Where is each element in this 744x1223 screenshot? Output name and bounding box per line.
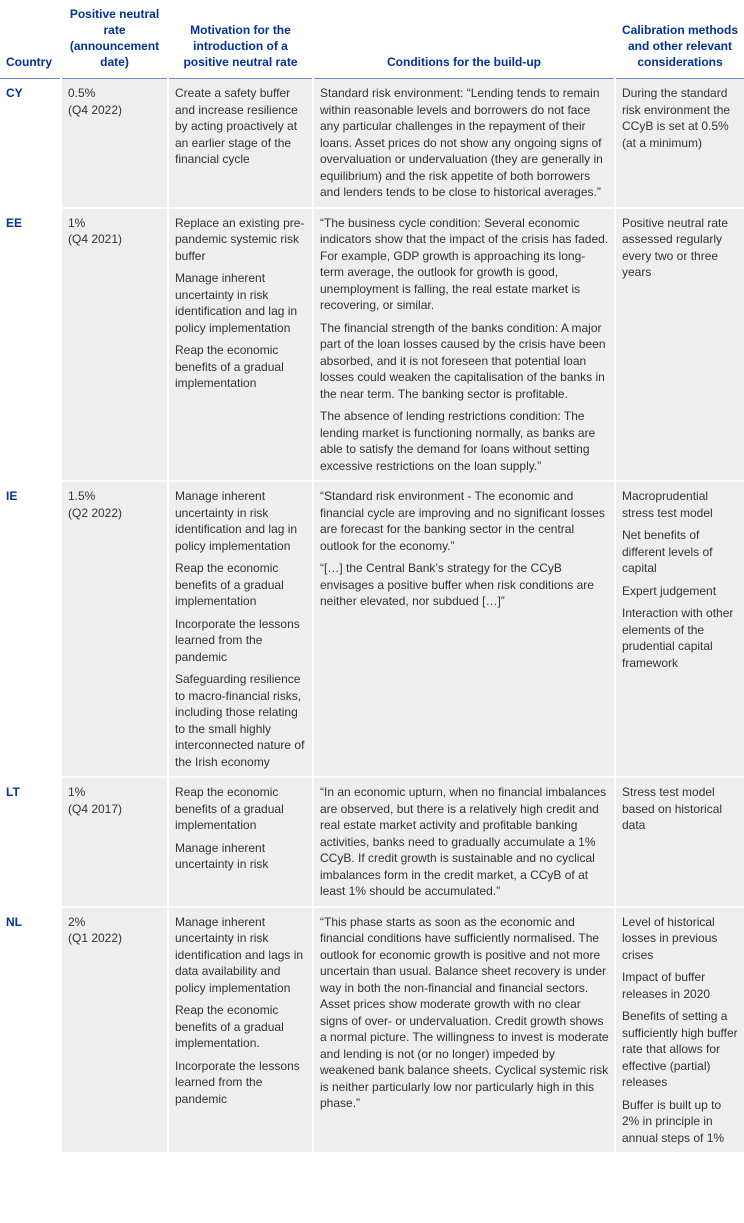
calibration-item: Impact of buffer releases in 2020 [622, 970, 711, 1001]
calibration-item: Stress test model based on historical data [622, 785, 723, 832]
motivation-item: Manage inherent uncertainty in risk [175, 840, 269, 871]
calibration-item: Net benefits of different levels of capital [622, 528, 713, 575]
calibration-item: Positive neutral rate assessed regularly every two or three years [622, 215, 729, 279]
calibration-item: Benefits of setting a sufficiently high buffer rate that allows for effective (partial) releases [622, 1009, 738, 1089]
rate-value: 0.5% [68, 86, 96, 100]
motivation-item: Manage inherent uncertainty in risk identification and lag in policy implementation [175, 489, 298, 553]
condition-paragraph: The absence of lending restrictions condition: The lending market is functioning normally, as banks are able to satisfy the demand for loans without setting excessive restrictions on the loan supply.” [320, 409, 596, 473]
table-row [0, 208, 744, 482]
announcement-date: (Q4 2021) [68, 232, 123, 246]
motivation-item: Incorporate the lessons learned from the pandemic [175, 1058, 300, 1106]
condition-paragraph: “In an economic upturn, when no financial imbalances are observed, but there is a relatively high credit and real estate market activity and profitable banking activities, banks need to gradually accumulate a 1% CCyB. If credit growth is sustainable and no cyclical imbalances form in the credit market, a CCyB of at least 1% should be accumulated.” [320, 785, 607, 898]
motivation-cell [168, 777, 313, 907]
table-row [0, 79, 744, 208]
rate-cell [61, 481, 168, 777]
country-code: LT [6, 785, 20, 799]
country-cell [0, 79, 61, 208]
table-row [0, 777, 744, 907]
condition-paragraph: Standard risk environment: “Lending tends to remain within reasonable levels and borrowers do not face any particular challenges in the repayment of their loans. Asset prices do not show any ongoing signs of overvaluation or undervaluation (they are generally in equilibrium) and the risk appetite of both borrowers and lenders tends to be close to historical averages.” [320, 86, 603, 199]
calibration-cell [615, 79, 744, 208]
announcement-date: (Q4 2022) [68, 102, 123, 117]
calibration-item: Interaction with other elements of the prudential capital framework [622, 606, 734, 670]
calibration-cell [615, 907, 744, 1154]
country-code: IE [6, 489, 18, 503]
conditions-cell [313, 907, 615, 1154]
announcement-date: (Q2 2022) [68, 505, 123, 520]
country-cell [0, 481, 61, 777]
motivation-item: Reap the economic benefits of a gradual implementation [175, 343, 284, 390]
motivation-item: Reap the economic benefits of a gradual implementation. [175, 1003, 284, 1050]
country-code: NL [6, 914, 22, 929]
condition-paragraph: “Standard risk environment - The economic and financial cycle are improving and no significant losses are forecast for the banking sector in the central outlook for the economy.” [320, 489, 605, 553]
calibration-item: During the standard risk environment the CCyB is set at 0.5% (at a minimum) [622, 86, 731, 150]
conditions-cell [313, 208, 615, 482]
calibration-item: Macroprudential stress test model [622, 489, 713, 520]
country-cell [0, 208, 61, 482]
motivation-item: Create a safety buffer and increase resilience by acting proactively at an earlier stage of the financial cycle [175, 86, 298, 166]
rate-value: 1% [68, 785, 86, 799]
table-body [0, 79, 744, 1154]
motivation-item: Replace an existing pre-pandemic systemic risk buffer [175, 215, 305, 263]
country-cell [0, 907, 61, 1154]
motivation-cell [168, 907, 313, 1154]
motivation-item: Reap the economic benefits of a gradual implementation [175, 561, 284, 608]
table-row [0, 481, 744, 777]
condition-paragraph: “The business cycle condition: Several economic indicators show that the impact of the crisis has faded. For example, GDP growth is approaching its long-term average, the outlook for growth is good, unemployment is falling, the real estate market is recovering, or similar. [320, 215, 609, 312]
motivation-cell [168, 79, 313, 208]
motivation-cell [168, 481, 313, 777]
table-row [0, 907, 744, 1154]
condition-paragraph: “[…] the Central Bank’s strategy for the CCyB envisages a positive buffer when risk conditions are neither elevated, nor subdued […]” [320, 561, 594, 608]
header-conditions: Conditions for the build-up [313, 0, 615, 79]
motivation-item: Reap the economic benefits of a gradual implementation [175, 785, 284, 832]
motivation-item: Manage inherent uncertainty in risk identification and lags in data availability and policy implementation [175, 914, 304, 995]
header-country: Country [0, 0, 61, 79]
rate-cell [61, 79, 168, 208]
conditions-cell [313, 79, 615, 208]
rate-value: 1.5% [68, 489, 96, 503]
motivation-item: Manage inherent uncertainty in risk identification and lag in policy implementation [175, 271, 298, 335]
header-calibration: Calibration methods and other relevant considerations [615, 0, 744, 79]
calibration-cell [615, 481, 744, 777]
header-motivation: Motivation for the introduction of a positive neutral rate [168, 0, 313, 79]
country-code: CY [6, 86, 23, 100]
calibration-cell [615, 208, 744, 482]
rate-value: 2% [68, 914, 86, 929]
motivation-item: Incorporate the lessons learned from the pandemic [175, 616, 300, 664]
condition-paragraph: “This phase starts as soon as the economic and financial conditions have sufficiently normalised. The outlook for economic growth is positive and not more uncertain than usual. Balance sheet recovery is under way in both the non-financial and financial sectors. Asset prices show moderate growth with no clear signs of over- or undervaluation. Credit growth shows a normal picture. The willingness to invest is moderate and lending is not (or no longer) impeded by weakened bank balance sheets. Cyclical systemic risk is neither particularly low nor particularly high in this phase.” [320, 914, 609, 1110]
motivation-item: Safeguarding resilience to macro-financial risks, including those relating to the small highly interconnected nature of the Irish economy [175, 672, 305, 769]
condition-paragraph: The financial strength of the banks condition: A major part of the loan losses caused by the crisis have been absorbed, and it is not foreseen that potential loan losses could weaken the capitalisation of the banks in the near term. The banking sector is profitable. [320, 320, 606, 401]
calibration-item: Expert judgement [622, 583, 717, 598]
rate-cell [61, 208, 168, 482]
header-row [0, 0, 744, 79]
motivation-cell [168, 208, 313, 482]
country-code: EE [6, 215, 23, 230]
calibration-cell [615, 777, 744, 907]
rate-cell [61, 907, 168, 1154]
country-cell [0, 777, 61, 907]
calibration-item: Buffer is built up to 2% in principle in annual steps of 1% [622, 1097, 725, 1145]
announcement-date: (Q1 2022) [68, 931, 123, 945]
rate-cell [61, 777, 168, 907]
calibration-item: Level of historical losses in previous crises [622, 914, 718, 962]
rate-value: 1% [68, 215, 86, 230]
announcement-date: (Q4 2017) [68, 801, 123, 816]
conditions-cell [313, 777, 615, 907]
header-rate: Positive neutral rate (announcement date) [61, 0, 168, 79]
conditions-cell [313, 481, 615, 777]
